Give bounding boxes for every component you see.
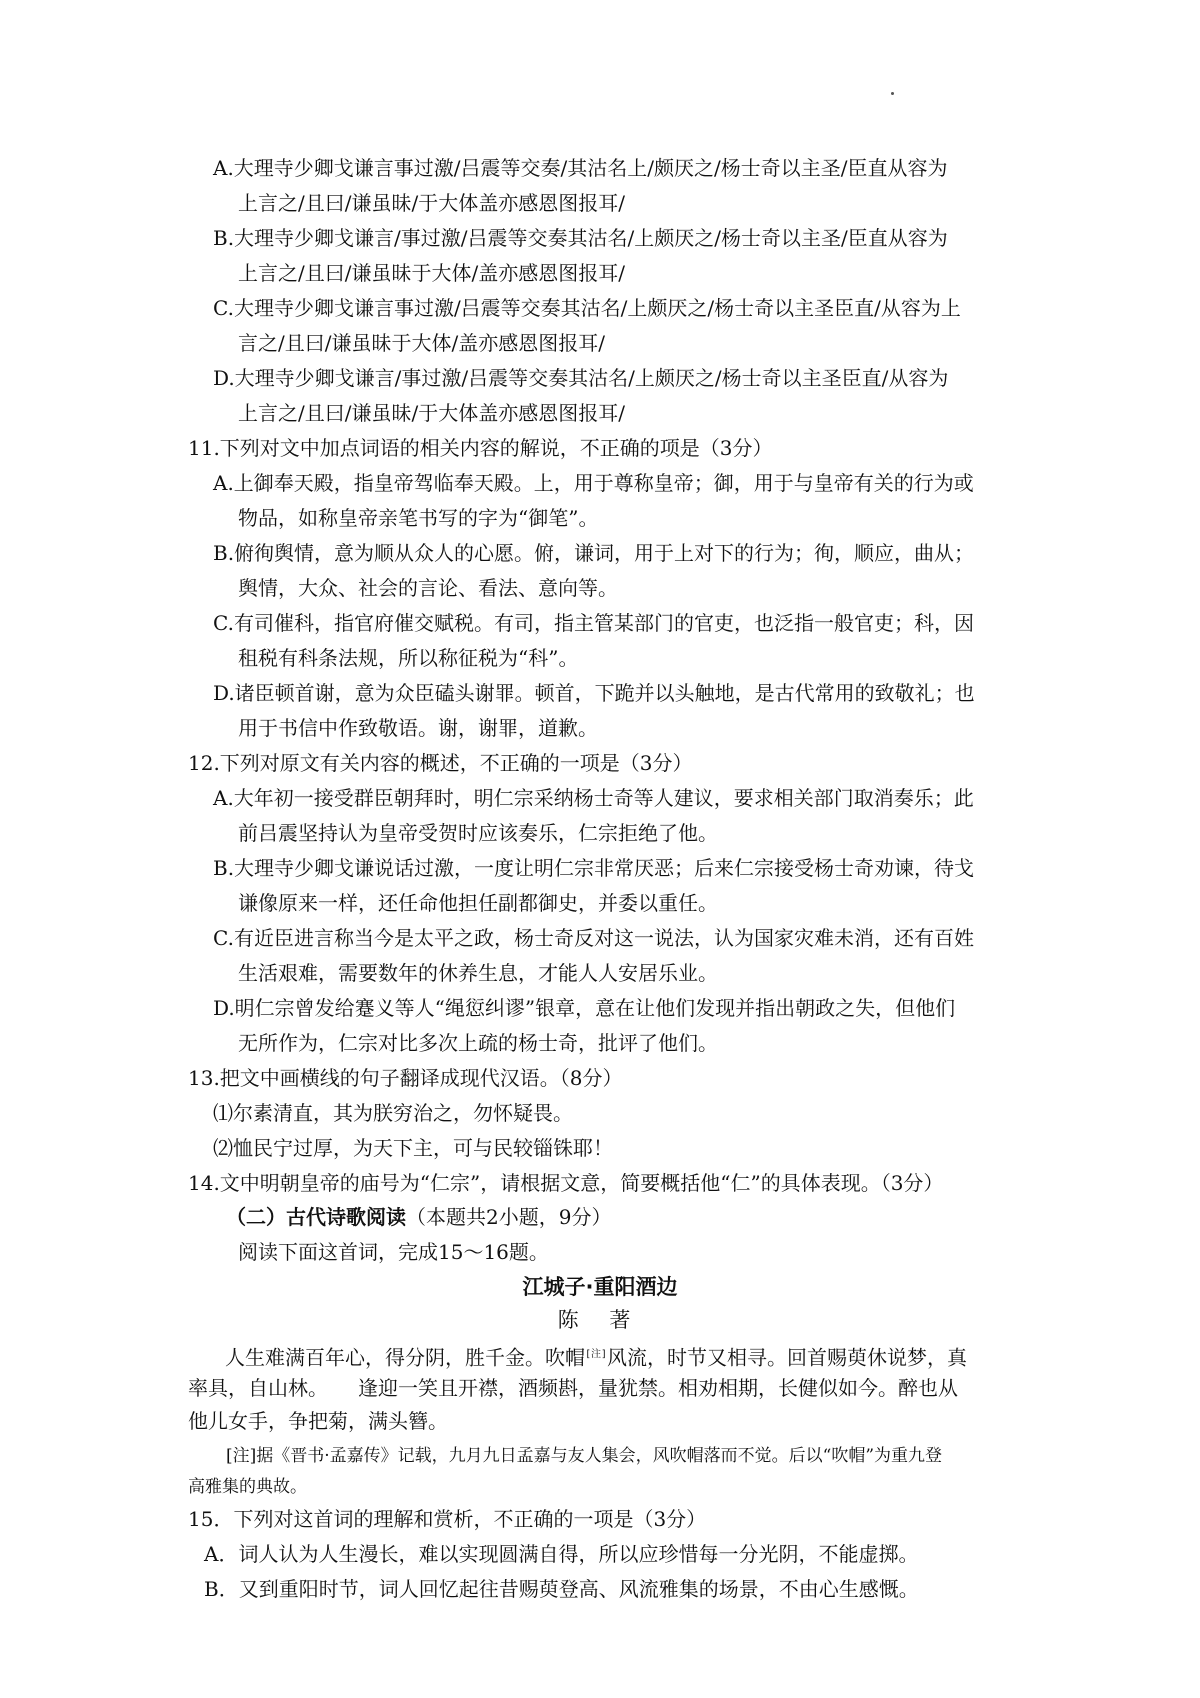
poem-author: 陈 著 [557,1308,643,1332]
q11-option-d-line2: 用于书信中作致敬语。谢，谢罪，道歉。 [238,716,598,740]
poem-line-3: 他儿女手，争把菊，满头簪。 [188,1409,448,1433]
q11-option-a-line2: 物品，如称皇帝亲笔书写的字为“御笔”。 [238,506,599,530]
poem-line-1-part-b: 风流，时节又相寻。回首赐萸休说梦，真 [607,1345,968,1370]
section-heading-note: （本题共2小题，9分） [406,1205,612,1229]
q12-option-d-line2: 无所作为，仁宗对比多次上疏的杨士奇，批评了他们。 [238,1031,718,1055]
q12-option-c-line2: 生活艰难，需要数年的休养生息，才能人人安居乐业。 [238,961,718,985]
q14-stem: 14.文中明朝皇帝的庙号为“仁宗”，请根据文意，简要概括他“仁”的具体表现。（3分） [188,1171,944,1195]
q11-stem: 11.下列对文中加点词语的相关内容的解说，不正确的项是（3分） [188,436,773,460]
q12-option-c-line1: C.有近臣进言称当今是太平之政，杨士奇反对这一说法，认为国家灾难未消，还有百姓 [213,926,974,950]
poem-note-line-2: 高雅集的典故。 [188,1477,307,1497]
poem-note-marker: [注] [585,1349,608,1360]
poem-line-1-part-a: 人生难满百年心，得分阴，胜千金。吹帽 [225,1345,585,1370]
poem-note-line-1: [注]据《晋书·孟嘉传》记载，九月九日孟嘉与友人集会，风吹帽落而不觉。后以“吹帽”为重九登 [226,1446,943,1466]
q11-option-b-line1: B.俯徇舆情，意为顺从众人的心愿。俯，谦词，用于上对下的行为；徇，顺应，曲从； [213,541,975,565]
q15-stem: 15．下列对这首词的理解和赏析，不正确的一项是（3分） [188,1507,707,1531]
q12-option-d-line1: D.明仁宗曾发给蹇义等人“绳愆纠谬”银章，意在让他们发现并指出朝政之失，但他们 [213,996,956,1020]
q10-option-c-line2: 言之/且曰/谦虽昧于大体/盖亦感恩图报耳/ [238,331,605,355]
section-heading [226,1203,611,1231]
q10-option-b-line2: 上言之/且曰/谦虽昧于大体/盖亦感恩图报耳/ [238,261,625,285]
q12-option-b-line2: 谦像原来一样，还任命他担任副都御史，并委以重任。 [238,891,718,915]
q12-option-a-line1: A.大年初一接受群臣朝拜时，明仁宗采纳杨士奇等人建议，要求相关部门取消奏乐；此 [213,786,974,810]
q11-option-c-line1: C.有司催科，指官府催交赋税。有司，指主管某部门的官吏，也泛指一般官吏；科，因 [213,611,974,635]
poem-line-2: 率具，自山林。 逢迎一笑且开襟，酒频斟，量犹禁。相劝相期，长健似如今。醉也从 [188,1376,958,1400]
q11-option-b-line2: 舆情，大众、社会的言论、看法、意向等。 [238,576,618,600]
section-instruction: 阅读下面这首词，完成15～16题。 [238,1240,549,1264]
poem-title: 江城子·重阳酒边 [522,1275,678,1299]
q12-stem: 12.下列对原文有关内容的概述，不正确的一项是（3分） [188,751,693,775]
q12-option-b-line1: B.大理寺少卿戈谦说话过激，一度让明仁宗非常厌恶；后来仁宗接受杨士奇劝谏，待戈 [213,856,975,880]
q11-option-d-line1: D.诸臣顿首谢，意为众臣磕头谢罪。顿首，下跪并以头触地，是古代常用的致敬礼；也 [213,681,975,705]
q13-sentence-1: ⑴尔素清直，其为朕穷治之，勿怀疑畏。 [213,1101,573,1125]
q12-option-a-line2: 前吕震坚持认为皇帝受贺时应该奏乐，仁宗拒绝了他。 [238,821,718,845]
q10-option-a-line1: A.大理寺少卿戈谦言事过激/吕震等交奏/其沽名上/颇厌之/杨士奇以主圣/臣直从容为 [213,156,948,180]
q10-option-a-line2: 上言之/且曰/谦虽昧/于大体盖亦感恩图报耳/ [238,191,625,215]
section-heading-title: （二）古代诗歌阅读 [226,1205,406,1229]
speck-mark [891,92,894,95]
q10-option-d-line2: 上言之/且曰/谦虽昧/于大体盖亦感恩图报耳/ [238,401,625,425]
q10-option-c-line1: C.大理寺少卿戈谦言事过激/吕震等交奏其沽名/上颇厌之/杨士奇以主圣臣直/从容为上 [213,296,961,320]
q15-option-a: A．词人认为人生漫长，难以实现圆满自得，所以应珍惜每一分光阴，不能虚掷。 [204,1542,919,1566]
q13-stem: 13.把文中画横线的句子翻译成现代汉语。（8分） [188,1066,623,1090]
poem-line-1 [225,1341,967,1372]
q10-option-d-line1: D.大理寺少卿戈谦言/事过激/吕震等交奏其沽名/上颇厌之/杨士奇以主圣臣直/从容为 [213,366,949,390]
q10-option-b-line1: B.大理寺少卿戈谦言/事过激/吕震等交奏其沽名/上颇厌之/杨士奇以主圣/臣直从容为 [213,226,948,250]
q11-option-a-line1: A.上御奉天殿，指皇帝驾临奉天殿。上，用于尊称皇帝；御，用于与皇帝有关的行为或 [213,471,974,495]
q13-sentence-2: ⑵恤民宁过厚，为天下主，可与民较锱铢耶！ [213,1136,613,1160]
q11-option-c-line2: 租税有科条法规，所以称征税为“科”。 [238,646,579,670]
q15-option-b: B．又到重阳时节，词人回忆起往昔赐萸登高、风流雅集的场景，不由心生感慨。 [204,1577,919,1601]
